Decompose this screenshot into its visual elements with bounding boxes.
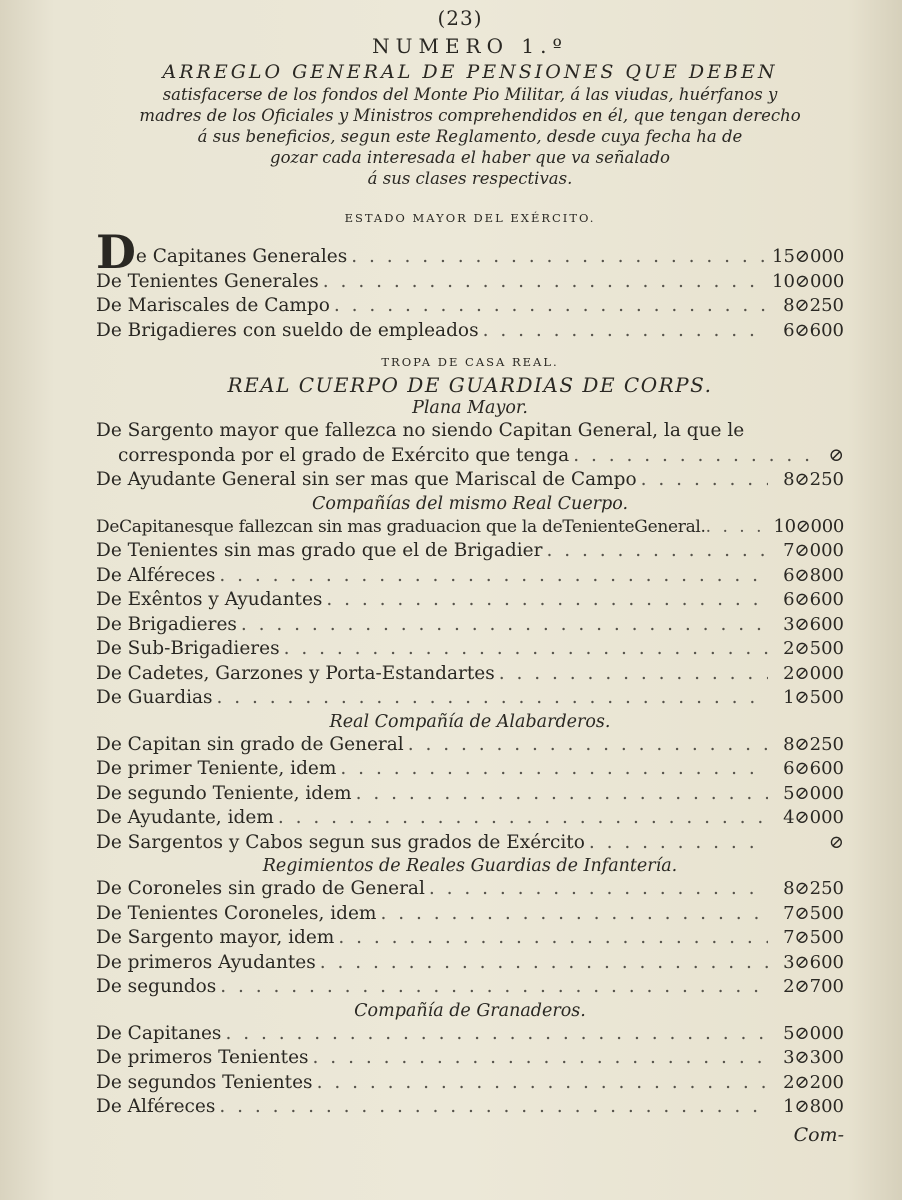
row-amount: 8⊘250 <box>783 733 844 755</box>
pension-row <box>96 951 844 976</box>
pension-row <box>96 225 845 279</box>
intro-line: gozar cada interesada el haber que va señalado <box>270 148 670 167</box>
row-amount: 7⊘500 <box>783 902 844 924</box>
row-amount: 8⊘250 <box>783 469 844 490</box>
leader-dots <box>278 806 768 831</box>
estado-mayor-heading: ESTADO MAYOR DEL EXÉRCITO. <box>344 211 596 225</box>
pension-row <box>96 1095 844 1120</box>
row-amount: 3⊘600 <box>783 613 844 635</box>
row-label: De Alféreces <box>96 564 216 586</box>
row-amount: 2⊘700 <box>783 976 844 997</box>
pension-row-wrapped <box>96 419 844 468</box>
leader-dots <box>483 319 768 344</box>
intro-line: á sus clases respectivas. <box>367 169 573 188</box>
pension-row <box>96 877 844 902</box>
row-amount: ⊘ <box>828 444 844 466</box>
row-label: De Sub-Brigadieres <box>96 638 280 659</box>
row-amount: 7⊘500 <box>783 927 844 948</box>
pension-row <box>96 468 844 493</box>
pension-row <box>96 588 844 613</box>
leader-dots <box>338 926 768 951</box>
leader-dots <box>323 270 768 295</box>
pension-row <box>96 902 844 927</box>
row-label: De Coroneles sin grado de General <box>96 878 425 899</box>
leader-dots <box>219 1095 768 1120</box>
cuerpo-title: REAL CUERPO DE GUARDIAS DE CORPS. <box>227 373 713 397</box>
row-amount: 5⊘000 <box>783 782 844 804</box>
alabarderos-subhead: Real Compañía de Alabarderos. <box>329 711 611 732</box>
row-amount: 7⊘000 <box>783 540 844 561</box>
pension-row <box>96 637 844 662</box>
row-label: De Sargento mayor, idem <box>96 927 335 948</box>
pension-row <box>96 662 844 687</box>
leader-dots <box>641 468 768 493</box>
row-amount: 8⊘250 <box>783 295 844 316</box>
row-label: De Ayudante, idem <box>96 807 274 828</box>
row-amount: 3⊘600 <box>783 951 844 973</box>
row-label: De Capitan sin grado de General <box>96 733 404 755</box>
row-label: De Sargentos y Cabos segun sus grados de Exército <box>96 831 585 853</box>
row-amount: 6⊘600 <box>783 319 844 341</box>
intro-line: á sus beneficios, segun este Reglamento, desde cuya fecha ha de <box>197 127 743 146</box>
leader-dots <box>241 613 768 638</box>
row-amount: 10⊘000 <box>773 515 844 537</box>
row-label: De Ayudante General sin ser mas que Mariscal de Campo <box>96 469 637 490</box>
granaderos-list <box>96 1022 844 1120</box>
plana-mayor-subhead: Plana Mayor. <box>412 398 528 418</box>
document-title: ARREGLO GENERAL DE PENSIONES QUE DEBEN <box>162 61 778 83</box>
row-amount: 6⊘600 <box>783 589 844 610</box>
granaderos-subhead: Compañía de Granaderos. <box>354 1000 586 1021</box>
row-amount: 10⊘000 <box>772 270 845 292</box>
pension-row <box>96 539 844 564</box>
row-amount: 6⊘800 <box>783 564 844 586</box>
intro-line: madres de los Oficiales y Ministros comprehendidos en él, que tengan derecho <box>139 106 801 125</box>
pension-row <box>96 757 844 782</box>
leader-dots <box>219 564 768 589</box>
row-label: De Alféreces <box>96 1096 216 1117</box>
leader-dots <box>340 757 768 782</box>
leader-dots <box>380 902 768 927</box>
pension-row <box>96 564 844 589</box>
pension-row <box>96 926 844 951</box>
infanteria-subhead: Regimientos de Reales Guardias de Infantería. <box>262 856 678 876</box>
leader-dots <box>706 515 772 540</box>
row-label: De Mariscales de Campo <box>96 295 330 316</box>
pension-row <box>96 1046 844 1071</box>
row-label: De primer Teniente, idem <box>96 758 337 779</box>
pension-row <box>96 1071 844 1096</box>
row-label: De Sargento mayor que fallezca no siendo Capitan General, la que le <box>96 420 745 441</box>
pension-row <box>96 319 844 344</box>
leader-dots <box>217 686 768 711</box>
row-amount: 3⊘300 <box>783 1047 844 1068</box>
catchword: Com- <box>793 1123 844 1146</box>
row-label: e Capitanes Generales <box>135 246 348 267</box>
row-label: De primeros Tenientes <box>96 1047 309 1068</box>
leader-dots <box>320 951 768 976</box>
pension-row <box>96 270 844 295</box>
alabarderos-list <box>96 733 844 856</box>
row-amount: 2⊘500 <box>783 638 844 659</box>
row-amount: 1⊘500 <box>783 687 844 708</box>
row-label-continuation: corresponda por el grado de Exército que tenga <box>118 444 570 466</box>
leader-dots <box>546 539 768 564</box>
row-amount: 1⊘800 <box>783 1096 844 1117</box>
row-amount: 8⊘250 <box>783 878 844 899</box>
row-label: De Exêntos y Ayudantes <box>96 589 323 610</box>
row-label: De Brigadieres <box>96 613 237 635</box>
row-label: De Guardias <box>96 687 213 708</box>
pension-row <box>96 515 844 540</box>
leader-dots <box>317 1071 768 1096</box>
row-amount: ⊘ <box>828 831 844 853</box>
companias-list <box>96 515 844 711</box>
leader-dots <box>356 782 768 807</box>
leader-dots <box>326 588 768 613</box>
pension-row <box>96 686 844 711</box>
leader-dots <box>313 1046 768 1071</box>
row-label: De Tenientes sin mas grado que el de Brigadier <box>96 540 543 561</box>
section-number: NUMERO 1.º <box>372 34 568 58</box>
intro-paragraph <box>96 84 844 189</box>
pension-row <box>96 782 844 807</box>
infanteria-list <box>96 877 844 1000</box>
leader-dots <box>589 831 768 856</box>
pension-row <box>96 733 844 758</box>
row-label: De Brigadieres con sueldo de empleados <box>96 319 479 341</box>
pension-row <box>96 1022 844 1047</box>
leader-dots <box>408 733 768 758</box>
row-amount: 5⊘000 <box>783 1022 844 1044</box>
pension-row <box>96 294 844 319</box>
intro-line: satisfacerse de los fondos del Monte Pio Militar, á las viudas, huérfanos y <box>162 85 778 104</box>
row-label: DeCapitanesque fallezcan sin mas graduacion que la deTenienteGeneral. <box>96 516 706 537</box>
pension-row <box>96 831 844 856</box>
row-amount: 4⊘000 <box>783 807 844 828</box>
leader-dots <box>220 975 768 1000</box>
leader-dots <box>284 637 768 662</box>
row-label: De segundos <box>96 976 217 997</box>
pension-row <box>96 975 844 1000</box>
row-label: De Tenientes Generales <box>96 270 319 292</box>
leader-dots <box>225 1022 768 1047</box>
leader-dots <box>351 245 768 270</box>
row-label: De Capitanes <box>96 1022 222 1044</box>
page-number: (23) <box>437 6 483 30</box>
estado-mayor-list <box>96 225 845 343</box>
companias-subhead: Compañías del mismo Real Cuerpo. <box>311 493 629 514</box>
leader-dots <box>573 444 815 469</box>
leader-dots <box>334 294 768 319</box>
tropa-heading: TROPA DE CASA REAL. <box>381 355 559 369</box>
leader-dots <box>499 662 768 687</box>
row-amount: 2⊘200 <box>783 1071 844 1093</box>
row-amount: 2⊘000 <box>783 662 844 684</box>
row-label: De segundos Tenientes <box>96 1071 313 1093</box>
row-amount: 6⊘600 <box>783 758 844 779</box>
pension-row <box>96 613 844 638</box>
row-label: De segundo Teniente, idem <box>96 782 352 804</box>
row-label: De primeros Ayudantes <box>96 951 316 973</box>
leader-dots <box>429 877 768 902</box>
row-amount: 15⊘000 <box>772 246 845 267</box>
row-label: De Tenientes Coroneles, idem <box>96 902 377 924</box>
drop-cap: D <box>96 225 136 279</box>
row-label: De Cadetes, Garzones y Porta-Estandartes <box>96 662 495 684</box>
pension-row <box>96 806 844 831</box>
